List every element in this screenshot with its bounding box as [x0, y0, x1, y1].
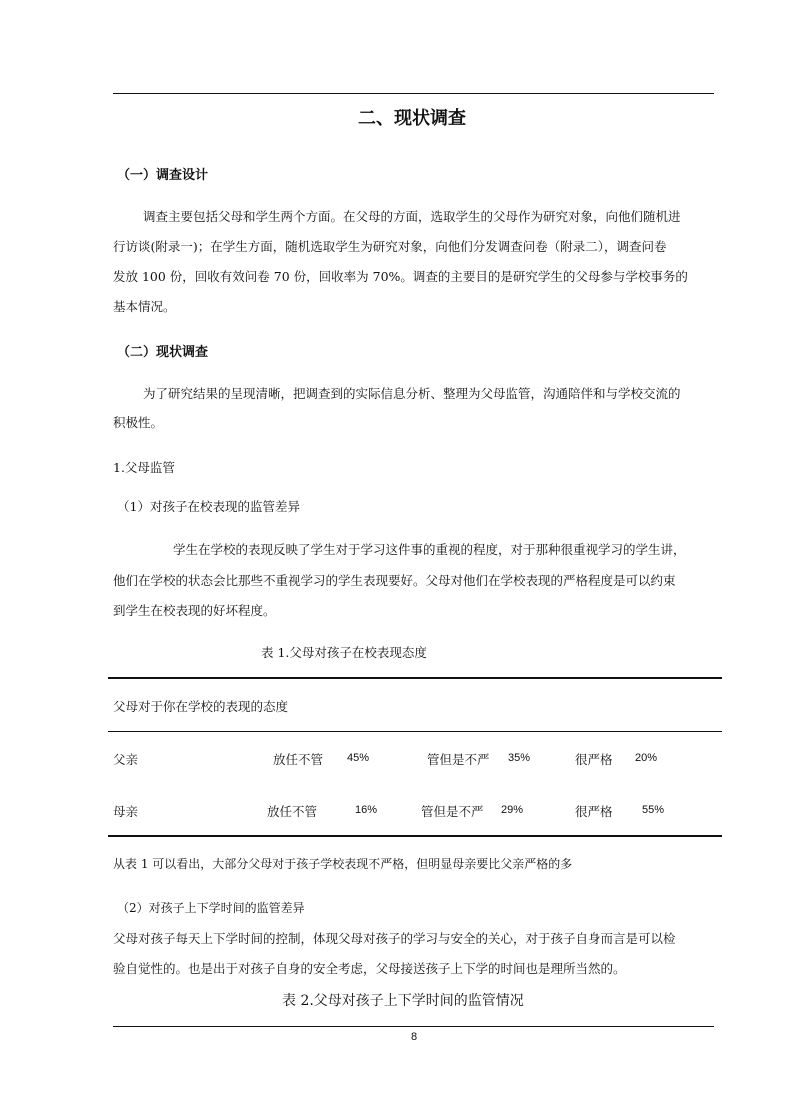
option-label: 放任不管 — [267, 804, 318, 819]
subheading-commute-time: （2）对孩子上下学时间的监管差异 — [117, 901, 305, 915]
table-caption: 表 1.父母对孩子在校表现态度 — [261, 645, 427, 660]
section-heading-design: （一）调查设计 — [117, 168, 209, 183]
paragraph-line: 发放 100 份，回收有效问卷 70 份，回收率为 70%。调查的主要目的是研究学生的父母参与学校事务的 — [113, 269, 688, 284]
paragraph-line: 他们在学校的状态会比那些不重视学习的学生表现要好。父母对他们在学校表现的严格程度是可以约束 — [113, 573, 676, 588]
row-label: 母亲 — [113, 804, 139, 819]
paragraph-line: 调查主要包括父母和学生两个方面。在父母的方面，选取学生的父母作为研究对象，向他们随机进 — [143, 209, 681, 224]
table-note: 从表 1 可以看出，大部分父母对于孩子学校表现不严格，但明显母亲要比父亲严格的多 — [113, 857, 573, 871]
row-label: 父亲 — [113, 752, 139, 767]
table-header-rule — [108, 731, 722, 732]
paragraph-line: 行访谈(附录一)；在学生方面，随机选取学生为研究对象，向他们分发调查问卷（附录二），调查问卷 — [113, 239, 667, 254]
paragraph-line: 验自觉性的。也是出于对孩子自身的安全考虑，父母接送孩子上下学的时间也是理所当然的。 — [113, 961, 626, 976]
option-value: 29% — [501, 804, 524, 816]
paragraph-line: 基本情况。 — [113, 299, 176, 314]
option-label: 管但是不严 — [421, 804, 484, 819]
page-title: 二、现状调查 — [358, 108, 466, 129]
option-label: 很严格 — [575, 752, 613, 767]
subheading-parent-supervision: 1.父母监管 — [113, 460, 175, 475]
paragraph-line: 父母对孩子每天上下学时间的控制，体现父母对孩子的学习与安全的关心，对于孩子自身而言是可以检 — [113, 931, 676, 946]
table-caption: 表 2.父母对孩子上下学时间的监管情况 — [282, 993, 524, 1009]
option-label: 很严格 — [575, 804, 613, 819]
table-bottom-rule — [108, 835, 722, 837]
option-value: 45% — [347, 752, 370, 764]
paragraph-line: 学生在学校的表现反映了学生对于学习这件事的重视的程度，对于那种很重视学习的学生讲， — [173, 542, 686, 557]
footer-rule — [113, 1026, 714, 1027]
option-value: 35% — [508, 752, 531, 764]
section-heading-status: （二）现状调查 — [117, 345, 209, 360]
option-value: 20% — [635, 752, 658, 764]
page-number: 8 — [411, 1031, 418, 1043]
paragraph-line: 到学生在校表现的好坏程度。 — [113, 603, 276, 618]
paragraph-line: 积极性。 — [113, 415, 164, 430]
subheading-school-performance: （1）对孩子在校表现的监管差异 — [117, 499, 300, 514]
table-header: 父母对于你在学校的表现的态度 — [113, 699, 289, 714]
option-label: 管但是不严 — [427, 752, 490, 767]
paragraph-line: 为了研究结果的呈现清晰，把调查到的实际信息分析、整理为父母监管，沟通陪伴和与学校交流的 — [143, 386, 681, 401]
header-rule — [113, 93, 714, 94]
option-value: 55% — [642, 804, 665, 816]
option-label: 放任不管 — [273, 752, 324, 767]
option-value: 16% — [355, 804, 378, 816]
table-top-rule — [108, 677, 722, 679]
